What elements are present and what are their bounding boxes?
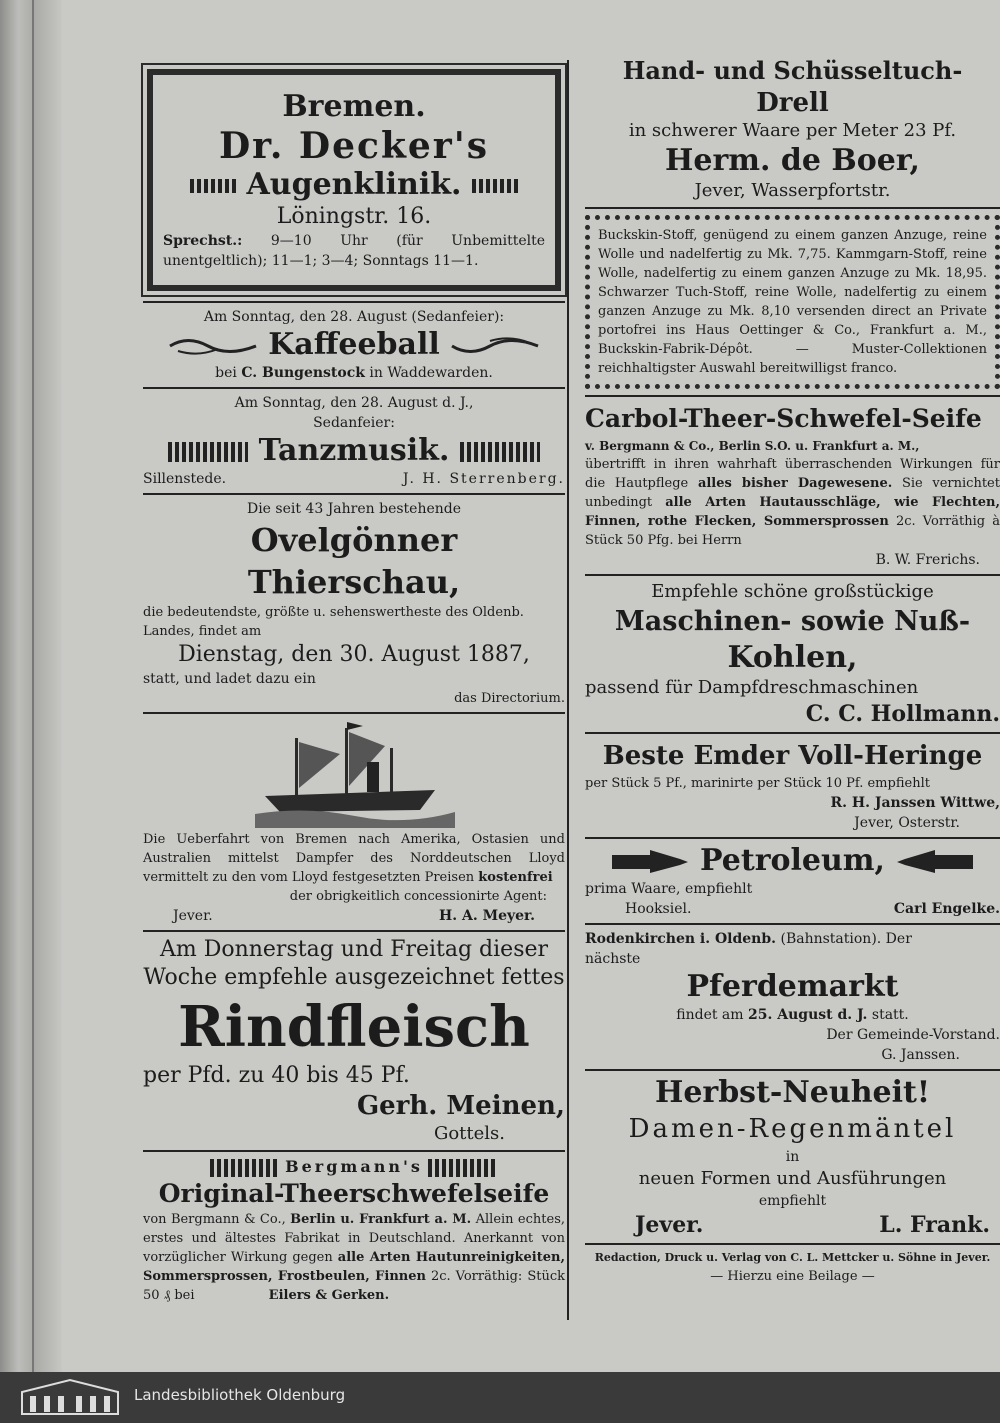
ornament-icon — [472, 179, 518, 193]
divider — [585, 732, 1000, 734]
heringe-place: Jever, Osterstr. — [854, 815, 960, 831]
hours-text: 9—10 Uhr (für Unbemittelte unentgeltlich); 11—1; 3—4; Sonntags 11—1. — [163, 233, 545, 269]
bergmann-head: Bergmann's — [285, 1157, 423, 1176]
divider — [143, 930, 565, 932]
lloyd-sign — [143, 906, 565, 926]
divider — [143, 1150, 565, 1152]
regen-sign — [585, 1211, 1000, 1239]
kohlen-title1: Maschinen- sowie Nuß- — [614, 606, 971, 637]
library-name[interactable]: Landesbibliothek Oldenburg — [134, 1386, 346, 1404]
ad-decker-city: Bremen. — [282, 89, 426, 124]
petroleum-text: prima Waare, empfiehlt — [585, 881, 753, 897]
kaffeeball-pre: bei — [215, 365, 237, 381]
carbol-bold1: alles bisher Dagewesene. — [697, 476, 893, 491]
divider — [143, 712, 565, 714]
lloyd-name: H. A. Meyer. — [439, 908, 535, 924]
heringe-title: Beste Emder Voll-Heringe — [602, 741, 983, 771]
ad-decker — [147, 69, 561, 291]
pferdemarkt-date: 25. August d. J. — [748, 1007, 868, 1023]
divider — [143, 301, 565, 303]
drell-title2: Drell — [756, 88, 829, 118]
imprint-text: Redaction, Druck u. Verlag von C. L. Mettcker u. Söhne in Jever. — [594, 1251, 991, 1264]
ad-kaffeeball — [143, 307, 565, 383]
petroleum-title-row — [585, 843, 1000, 879]
carbol-text2: Sie vernichtet unbedingt — [585, 476, 1000, 510]
pferdemarkt-line1 — [585, 929, 1000, 949]
ad-buckskin — [585, 215, 1000, 389]
pferdemarkt-station: (Bahnstation). Der — [780, 931, 912, 947]
thierschau-line1: Die seit 43 Jahren bestehende — [246, 501, 462, 517]
carbol-text3: 2c. Vorräthig à Stück 50 Pfg. bei Herrn — [585, 514, 1000, 548]
ad-decker-name: Dr. Decker's — [218, 125, 490, 167]
pferdemarkt-pre: findet am — [676, 1007, 744, 1023]
thierschau-title: Ovelgönner Thierschau, — [247, 521, 461, 601]
ornament-icon — [190, 179, 236, 193]
flourish-icon — [168, 335, 258, 357]
pferdemarkt-date-line — [585, 1005, 1000, 1025]
regen-place: Jever. — [635, 1212, 704, 1238]
drell-text: in schwerer Waare per Meter 23 Pf. — [628, 120, 957, 141]
petroleum-title: Petroleum, — [700, 843, 885, 878]
bergmann-pf: ₰ — [163, 1288, 171, 1303]
regen-in: in — [785, 1149, 800, 1165]
ad-kaffeeball-title-row — [143, 327, 565, 363]
ad-decker-clinic — [163, 167, 545, 203]
lloyd-place: Jever. — [173, 908, 213, 924]
drell-title1: Hand- und Schüsseltuch- — [622, 56, 963, 85]
divider — [143, 387, 565, 389]
regen-title1: Herbst-Neuheit! — [654, 1075, 931, 1110]
thierschau-text1: die bedeutendste, größte u. sehenswertheste des Oldenb. Landes, findet am — [143, 605, 524, 639]
ad-decker-clinic-text: Augenklinik. — [246, 167, 462, 202]
regen-title2: Damen-Regenmäntel — [628, 1114, 957, 1144]
lloyd-text — [143, 830, 565, 887]
ornament-icon — [210, 1159, 280, 1177]
carbol-body — [585, 455, 1000, 550]
carbol-dealer: B. W. Frerichs. — [875, 552, 980, 568]
pointing-hand-left-icon — [895, 847, 975, 877]
ad-lloyd — [143, 718, 565, 926]
ad-tanz-title-row — [143, 433, 565, 469]
kohlen-text: passend für Dampfdreschmaschinen — [585, 677, 919, 698]
buckskin-text: Buckskin-Stoff, genügend zu einem ganzen Anzuge, reine Wolle und nadelfertig zu Mk. 7,75. Kammgarn-Stoff, reine Wolle, nadelfertig zu einem ganzen Anzuge zu Mk. 18,95. Schwarzer Tuch-Stoff, reine Wolle, nadelfertig zu einem ganzen Anzuge zu Mk. 8,10 versenden direct an Private portofrei ins Haus Oettinger & Co., Frankfurt a. M., Buckskin-Fabrik-Dépôt. — Muster-Collektionen reichhaltigster Auswahl bereitwilligst franco. — [598, 228, 987, 376]
kohlen-line1: Empfehle schöne großstückige — [651, 581, 934, 602]
pferdemarkt-post: statt. — [871, 1007, 909, 1023]
lloyd-agent: der obrigkeitlich concessionirte Agent: — [289, 889, 547, 904]
ad-rindfleisch — [143, 936, 565, 1146]
pferdemarkt-place: Rodenkirchen i. Oldenb. — [585, 931, 777, 947]
carbol-text1: übertrifft in ihren wahrhaft überraschenden Wirkungen für die Hautpflege — [585, 457, 1000, 491]
petroleum-name: Carl Engelke. — [893, 901, 1000, 917]
bergmann-text1: von Bergmann & Co., — [143, 1212, 286, 1227]
left-column — [143, 55, 565, 1305]
lloyd-body: Die Ueberfahrt von Bremen nach Amerika, Ostasien und Australien mittelst Dampfer des Norddeutschen Lloyd vermittelt zu den vom Lloyd festgesetzten Preisen — [143, 832, 565, 885]
kohlen-title2: Kohlen, — [727, 640, 858, 675]
imprint — [585, 1249, 1000, 1286]
bergmann-title: Original-Theerschwefelseife — [158, 1179, 550, 1208]
rind-price: per Pfd. zu 40 bis 45 Pf. — [143, 1063, 410, 1088]
bergmann-text2b: alle Arten Hautunreinigkeiten, Sommersprossen, Frostbeulen, Finnen — [143, 1250, 565, 1284]
bergmann-head-row — [143, 1156, 565, 1178]
kaffeeball-post: in Waddewarden. — [369, 365, 493, 381]
rind-title: Rindfleisch — [178, 994, 530, 1060]
ad-kaffeeball-line2 — [143, 363, 565, 383]
steamship-icon — [255, 718, 455, 828]
bergmann-text1b: Berlin u. Frankfurt a. M. — [290, 1212, 472, 1227]
ad-carbol — [585, 401, 1000, 570]
kohlen-name: C. C. Hollmann. — [805, 701, 1000, 727]
heringe-name: R. H. Janssen Wittwe, — [830, 795, 1000, 811]
regen-empf: empfiehlt — [758, 1193, 827, 1209]
ad-drell — [585, 55, 1000, 203]
rind-place: Gottels. — [433, 1123, 505, 1144]
ad-kohlen — [585, 580, 1000, 728]
rind-name: Gerh. Meinen, — [356, 1091, 565, 1121]
drell-place: Jever, Wasserpfortstr. — [694, 180, 891, 201]
ad-kaffeeball-line1: Am Sonntag, den 28. August (Sedanfeier): — [203, 309, 505, 325]
carbol-bold2: alle Arten Hautausschläge, wie Flechten, Finnen, rothe Flecken, Sommersprossen — [585, 495, 1000, 529]
divider — [585, 207, 1000, 209]
hours-label: Sprechst.: — [163, 233, 243, 249]
ad-tanz-sign — [143, 469, 565, 489]
bergmann-bei: bei — [174, 1288, 195, 1303]
thierschau-sign: das Directorium. — [454, 691, 565, 706]
divider — [585, 1243, 1000, 1245]
bergmann-text — [143, 1210, 565, 1305]
divider — [585, 837, 1000, 839]
petroleum-place: Hooksiel. — [625, 901, 692, 917]
ad-regenmaentel — [585, 1075, 1000, 1239]
ad-bergmann — [143, 1156, 565, 1305]
right-column — [585, 55, 1000, 1286]
ornament-icon — [168, 442, 248, 462]
kaffeeball-name: C. Bungenstock — [241, 365, 365, 381]
ad-tanz-line2: Sedanfeier: — [313, 415, 395, 431]
pferdemarkt-sign2: G. Janssen. — [881, 1047, 960, 1063]
pointing-hand-right-icon — [610, 847, 690, 877]
bergmann-text2: Allein echtes, erstes und ältestes Fabrikat in Deutschland. Anerkannt von vorzüglicher Wirkung gegen — [143, 1212, 565, 1265]
divider — [585, 923, 1000, 925]
petroleum-sign — [585, 899, 1000, 919]
ad-tanz-line1: Am Sonntag, den 28. August d. J., — [234, 395, 474, 411]
regen-text: neuen Formen und Ausführungen — [638, 1168, 947, 1189]
ad-pferdemarkt — [585, 929, 1000, 1065]
tanz-place: Sillenstede. — [143, 471, 227, 487]
bergmann-text3: 2c. Vorräthig: Stück 50 — [143, 1269, 565, 1303]
ad-kaffeeball-title: Kaffeeball — [268, 327, 440, 362]
rind-line2: Woche empfehle ausgezeichnet fettes — [143, 965, 565, 990]
pferdemarkt-line2: nächste — [585, 951, 641, 967]
bergmann-dealer: Eilers & Gerken. — [268, 1288, 390, 1303]
ad-tanz-title: Tanzmusik. — [258, 433, 450, 468]
imprint-beilage: — Hierzu eine Beilage — — [710, 1269, 875, 1284]
book-gutter — [0, 0, 62, 1372]
carbol-title: Carbol-Theer-Schwefel-Seife — [585, 404, 982, 433]
pferdemarkt-sign1: Der Gemeinde-Vorstand. — [826, 1027, 1000, 1043]
ornament-icon — [428, 1159, 498, 1177]
thierschau-date: Dienstag, den 30. August 1887, — [178, 642, 530, 667]
heringe-text: per Stück 5 Pf., marinirte per Stück 10 Pf. empfiehlt — [585, 776, 930, 791]
library-building-icon — [18, 1378, 122, 1416]
carbol-maker: v. Bergmann & Co., Berlin S.O. u. Frankfurt a. M., — [585, 439, 920, 453]
divider — [585, 395, 1000, 397]
thierschau-text2: statt, und ladet dazu ein — [143, 671, 316, 687]
lloyd-free: kostenfrei — [478, 870, 553, 885]
drell-name: Herm. de Boer, — [665, 143, 920, 178]
ornament-icon — [460, 442, 540, 462]
divider — [585, 574, 1000, 576]
column-divider — [567, 60, 569, 1320]
tanz-name: J. H. Sterrenberg. — [402, 471, 565, 487]
ad-petroleum — [585, 843, 1000, 919]
viewer-footer — [0, 1372, 1000, 1423]
divider — [585, 1069, 1000, 1071]
ad-thierschau — [143, 499, 565, 708]
flourish-icon — [450, 335, 540, 357]
pferdemarkt-title: Pferdemarkt — [686, 969, 899, 1004]
ad-heringe — [585, 738, 1000, 833]
ad-tanzmusik — [143, 393, 565, 489]
ad-decker-address: Löningstr. 16. — [276, 204, 432, 229]
regen-name: L. Frank. — [879, 1212, 990, 1238]
divider — [143, 493, 565, 495]
ad-decker-hours — [163, 231, 545, 271]
rind-line1: Am Donnerstag und Freitag dieser — [159, 937, 549, 962]
